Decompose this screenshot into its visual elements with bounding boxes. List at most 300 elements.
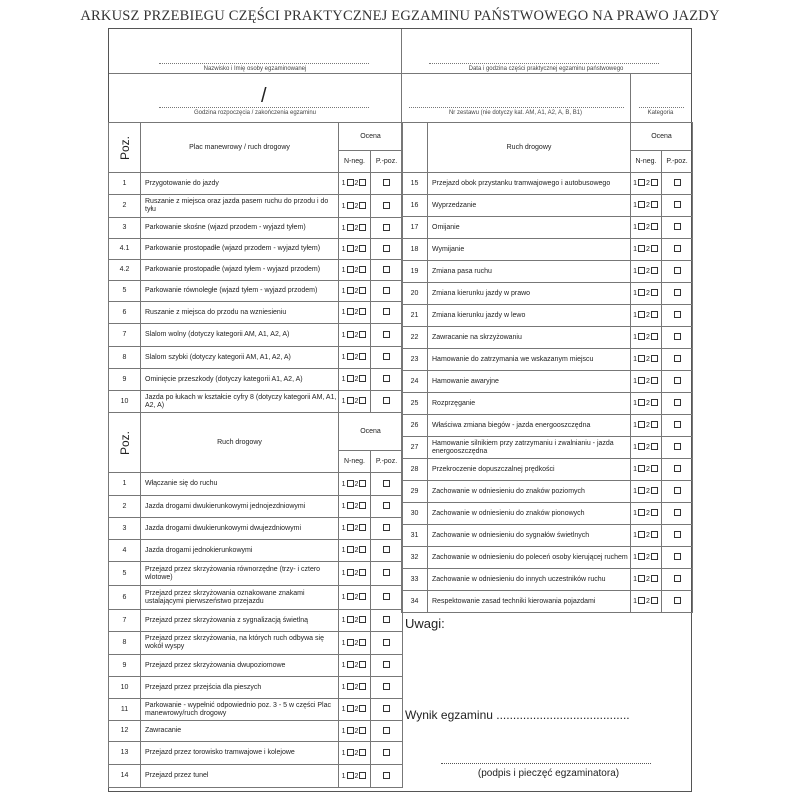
p-poz-checkbox[interactable] — [383, 308, 390, 315]
p-poz-checkbox[interactable] — [674, 377, 681, 384]
checkbox-1[interactable] — [347, 202, 354, 209]
n-neg-2-label: 2 — [646, 290, 650, 297]
p-poz-checkbox-cell[interactable] — [662, 525, 693, 547]
p-poz-checkbox-cell[interactable] — [371, 699, 403, 721]
n-neg-checkboxes[interactable] — [339, 632, 371, 655]
checkbox-1[interactable] — [638, 443, 645, 450]
p-poz-checkbox-cell[interactable] — [662, 371, 693, 393]
p-poz-checkbox-cell[interactable] — [662, 459, 693, 481]
p-poz-checkbox[interactable] — [674, 179, 681, 186]
p-poz-checkbox[interactable] — [383, 397, 390, 404]
checkbox-2[interactable] — [651, 443, 658, 450]
p-poz-checkbox[interactable] — [383, 375, 390, 382]
checkbox-2[interactable] — [359, 397, 366, 404]
p-poz-checkbox-cell[interactable] — [371, 677, 403, 699]
poz-label: Poz. — [117, 430, 132, 455]
p-poz-checkbox[interactable] — [383, 179, 390, 186]
n-neg-checkboxes[interactable] — [631, 349, 662, 371]
checkbox-1[interactable] — [638, 179, 645, 186]
n-neg-checkboxes[interactable] — [339, 496, 371, 518]
checkbox-2[interactable] — [359, 749, 366, 756]
p-poz-checkbox[interactable] — [383, 353, 390, 360]
exam-result[interactable]: Wynik egzaminu ........................................ — [405, 708, 630, 722]
date-field[interactable] — [429, 63, 659, 64]
row-number: 7 — [109, 610, 141, 632]
table-row — [109, 586, 403, 610]
p-poz-checkbox-cell[interactable] — [371, 473, 403, 496]
checkbox-2[interactable] — [359, 593, 366, 600]
checkbox-1[interactable] — [347, 593, 354, 600]
p-poz-header: P.-poz. — [371, 151, 403, 173]
p-poz-checkbox-cell[interactable] — [371, 562, 403, 586]
n-neg-checkboxes[interactable] — [339, 281, 371, 302]
row-number: 32 — [402, 547, 428, 569]
n-neg-2-label: 2 — [646, 356, 650, 363]
p-poz-checkbox-cell[interactable] — [662, 327, 693, 349]
n-neg-2-label: 2 — [646, 598, 650, 605]
checkbox-1[interactable] — [638, 531, 645, 538]
checkbox-1[interactable] — [638, 355, 645, 362]
name-field[interactable] — [159, 63, 369, 64]
p-poz-checkbox[interactable] — [383, 266, 390, 273]
n-neg-checkboxes[interactable] — [339, 562, 371, 586]
checkbox-2[interactable] — [651, 509, 658, 516]
checkbox-2[interactable] — [651, 201, 658, 208]
checkbox-2[interactable] — [359, 661, 366, 668]
p-poz-checkbox[interactable] — [383, 502, 390, 509]
checkbox-2[interactable] — [359, 524, 366, 531]
checkbox-1[interactable] — [638, 553, 645, 560]
checkbox-2[interactable] — [651, 553, 658, 560]
n-neg-checkboxes[interactable] — [631, 415, 662, 437]
n-neg-2-label: 2 — [354, 224, 359, 232]
checkbox-1[interactable] — [638, 487, 645, 494]
p-poz-checkbox-cell[interactable] — [371, 610, 403, 632]
checkbox-1[interactable] — [638, 333, 645, 340]
n-neg-checkboxes[interactable] — [339, 518, 371, 540]
table-row — [109, 218, 403, 239]
checkbox-1[interactable] — [347, 245, 354, 252]
checkbox-1[interactable] — [347, 224, 354, 231]
p-poz-checkbox[interactable] — [674, 201, 681, 208]
checkbox-1[interactable] — [347, 705, 354, 712]
row-number: 5 — [109, 281, 141, 302]
n-neg-checkboxes[interactable] — [339, 540, 371, 562]
p-poz-checkbox-cell[interactable] — [371, 239, 403, 260]
checkbox-1[interactable] — [638, 267, 645, 274]
p-poz-checkbox[interactable] — [383, 727, 390, 734]
p-poz-checkbox-cell[interactable] — [371, 195, 403, 218]
p-poz-checkbox-cell[interactable] — [662, 239, 693, 261]
checkbox-2[interactable] — [359, 705, 366, 712]
p-poz-checkbox-cell[interactable] — [662, 283, 693, 305]
p-poz-checkbox[interactable] — [383, 593, 390, 600]
row-label: Przejazd przez skrzyżowania dwupoziomowe — [141, 655, 339, 677]
row-number: 16 — [402, 195, 428, 217]
n-neg-checkboxes[interactable] — [631, 173, 662, 195]
checkbox-2[interactable] — [359, 353, 366, 360]
p-poz-checkbox[interactable] — [383, 639, 390, 646]
n-neg-checkboxes[interactable] — [339, 655, 371, 677]
checkbox-1[interactable] — [347, 331, 354, 338]
p-poz-checkbox[interactable] — [383, 480, 390, 487]
checkbox-2[interactable] — [359, 569, 366, 576]
p-poz-checkbox[interactable] — [383, 616, 390, 623]
checkbox-2[interactable] — [651, 487, 658, 494]
p-poz-checkbox-cell[interactable] — [371, 173, 403, 195]
p-poz-checkbox[interactable] — [383, 331, 390, 338]
p-poz-checkbox-cell[interactable] — [371, 324, 403, 347]
checkbox-1[interactable] — [638, 201, 645, 208]
checkbox-1[interactable] — [638, 223, 645, 230]
p-poz-checkbox[interactable] — [674, 531, 681, 538]
checkbox-1[interactable] — [347, 308, 354, 315]
row-label: Przejazd przez tunel — [141, 765, 339, 788]
checkbox-2[interactable] — [359, 308, 366, 315]
p-poz-checkbox[interactable] — [674, 597, 681, 604]
n-neg-checkboxes[interactable] — [339, 302, 371, 324]
p-poz-checkbox-cell[interactable] — [371, 655, 403, 677]
n-neg-checkboxes[interactable] — [339, 218, 371, 239]
n-neg-2-label: 2 — [646, 246, 650, 253]
p-poz-checkbox-cell[interactable] — [662, 415, 693, 437]
checkbox-1[interactable] — [347, 266, 354, 273]
checkbox-1[interactable] — [347, 179, 354, 186]
checkbox-1[interactable] — [638, 245, 645, 252]
p-poz-checkbox-cell[interactable] — [371, 260, 403, 281]
checkbox-1[interactable] — [638, 311, 645, 318]
n-neg-checkboxes[interactable] — [631, 569, 662, 591]
p-poz-checkbox-cell[interactable] — [662, 503, 693, 525]
n-neg-2-label: 2 — [646, 554, 650, 561]
checkbox-1[interactable] — [638, 597, 645, 604]
n-neg-checkboxes[interactable] — [631, 503, 662, 525]
table-row — [402, 393, 693, 415]
row-label: Zachowanie w odniesieniu do innych uczestników ruchu — [428, 569, 631, 591]
p-poz-checkbox[interactable] — [674, 223, 681, 230]
checkbox-2[interactable] — [359, 266, 366, 273]
n-neg-2-label: 2 — [354, 525, 359, 532]
checkbox-2[interactable] — [651, 465, 658, 472]
p-poz-checkbox[interactable] — [674, 553, 681, 560]
p-poz-checkbox[interactable] — [383, 569, 390, 576]
signature-line[interactable] — [441, 763, 651, 764]
n-neg-checkboxes[interactable] — [631, 371, 662, 393]
checkbox-1[interactable] — [638, 421, 645, 428]
n-neg-checkboxes[interactable] — [339, 473, 371, 496]
row-label: Jazda drogami dwukierunkowymi jednojezdniowymi — [141, 496, 339, 518]
checkbox-2[interactable] — [359, 502, 366, 509]
row-number: 10 — [109, 391, 141, 413]
n-neg-checkboxes[interactable] — [339, 324, 371, 347]
table-row — [402, 305, 693, 327]
row-number: 30 — [402, 503, 428, 525]
section-title: Ruch drogowy — [428, 123, 631, 173]
n-neg-checkboxes[interactable] — [339, 610, 371, 632]
p-poz-checkbox-cell[interactable] — [371, 302, 403, 324]
p-poz-checkbox-cell[interactable] — [662, 349, 693, 371]
row-label: Zmiana kierunku jazdy w prawo — [428, 283, 631, 305]
p-poz-checkbox-cell[interactable] — [371, 632, 403, 655]
checkbox-1[interactable] — [347, 639, 354, 646]
checkbox-1[interactable] — [347, 661, 354, 668]
p-poz-checkbox[interactable] — [674, 267, 681, 274]
p-poz-checkbox[interactable] — [383, 546, 390, 553]
n-neg-checkboxes[interactable] — [339, 369, 371, 391]
checkbox-2[interactable] — [651, 355, 658, 362]
p-poz-checkbox-cell[interactable] — [662, 481, 693, 503]
p-poz-checkbox-cell[interactable] — [371, 742, 403, 765]
checkbox-2[interactable] — [359, 375, 366, 382]
n-neg-checkboxes[interactable] — [339, 173, 371, 195]
p-poz-checkbox-cell[interactable] — [662, 393, 693, 415]
n-neg-checkboxes[interactable] — [339, 195, 371, 218]
table-row — [109, 610, 403, 632]
p-poz-checkbox[interactable] — [383, 772, 390, 779]
n-neg-checkboxes[interactable] — [631, 239, 662, 261]
checkbox-2[interactable] — [651, 399, 658, 406]
category-field[interactable] — [639, 107, 684, 108]
p-poz-checkbox[interactable] — [674, 575, 681, 582]
p-poz-checkbox[interactable] — [674, 245, 681, 252]
checkbox-2[interactable] — [359, 245, 366, 252]
table-row — [402, 217, 693, 239]
exam-sheet — [108, 28, 692, 792]
n-neg-checkboxes[interactable] — [631, 459, 662, 481]
checkbox-1[interactable] — [638, 465, 645, 472]
remarks-label: Uwagi: — [405, 616, 445, 631]
checkbox-2[interactable] — [359, 224, 366, 231]
table-row — [109, 302, 403, 324]
p-poz-checkbox[interactable] — [383, 749, 390, 756]
n-neg-checkboxes[interactable] — [339, 239, 371, 260]
p-poz-checkbox-cell[interactable] — [371, 218, 403, 239]
checkbox-1[interactable] — [638, 289, 645, 296]
checkbox-2[interactable] — [359, 639, 366, 646]
n-neg-2-label: 2 — [646, 576, 650, 583]
p-poz-checkbox-cell[interactable] — [662, 569, 693, 591]
row-label: Przejazd przez skrzyżowania równorzędne (trzy- i cztero wlotowe) — [141, 562, 339, 586]
n-neg-checkboxes[interactable] — [339, 347, 371, 369]
n-neg-checkboxes[interactable] — [339, 699, 371, 721]
p-poz-checkbox-cell[interactable] — [371, 721, 403, 742]
checkbox-1[interactable] — [638, 509, 645, 516]
row-label: Respektowanie zasad techniki kierowania pojazdami — [428, 591, 631, 613]
checkbox-2[interactable] — [651, 377, 658, 384]
n-neg-checkboxes[interactable] — [339, 742, 371, 765]
checkbox-2[interactable] — [651, 531, 658, 538]
p-poz-checkbox[interactable] — [674, 487, 681, 494]
checkbox-1[interactable] — [347, 524, 354, 531]
row-label: Parkowanie skośne (wjazd przodem - wyjazd tyłem) — [141, 218, 339, 239]
p-poz-checkbox-cell[interactable] — [371, 540, 403, 562]
p-poz-checkbox[interactable] — [383, 683, 390, 690]
checkbox-1[interactable] — [347, 616, 354, 623]
checkbox-1[interactable] — [347, 772, 354, 779]
n-neg-checkboxes[interactable] — [631, 217, 662, 239]
p-poz-checkbox[interactable] — [674, 509, 681, 516]
p-poz-checkbox[interactable] — [674, 443, 681, 450]
p-poz-checkbox-cell[interactable] — [662, 305, 693, 327]
ocena-header: Ocena — [339, 413, 403, 451]
checkbox-1[interactable] — [638, 399, 645, 406]
category-caption: Kategoria — [647, 110, 674, 116]
n-neg-1-label: 1 — [341, 376, 346, 383]
p-poz-checkbox-cell[interactable] — [371, 765, 403, 788]
set-field[interactable] — [409, 107, 624, 108]
checkbox-1[interactable] — [347, 375, 354, 382]
n-neg-2-label: 2 — [354, 570, 359, 577]
n-neg-checkboxes[interactable] — [631, 525, 662, 547]
n-neg-checkboxes[interactable] — [339, 765, 371, 788]
n-neg-1-label: 1 — [341, 639, 346, 647]
checkbox-1[interactable] — [347, 480, 354, 487]
checkbox-2[interactable] — [651, 333, 658, 340]
checkbox-2[interactable] — [651, 289, 658, 296]
n-neg-1-label: 1 — [633, 312, 637, 319]
time-field[interactable] — [159, 107, 369, 108]
n-neg-2-label: 2 — [354, 287, 359, 295]
p-poz-checkbox[interactable] — [383, 202, 390, 209]
checkbox-2[interactable] — [359, 772, 366, 779]
checkbox-2[interactable] — [651, 245, 658, 252]
n-neg-checkboxes[interactable] — [631, 305, 662, 327]
p-poz-checkbox-cell[interactable] — [371, 391, 403, 413]
table-row — [109, 391, 403, 413]
checkbox-1[interactable] — [347, 727, 354, 734]
table-row — [402, 569, 693, 591]
n-neg-2-label: 2 — [646, 400, 650, 407]
row-label: Przejazd przez skrzyżowania z sygnalizacją świetlną — [141, 610, 339, 632]
checkbox-2[interactable] — [651, 223, 658, 230]
table-row — [109, 324, 403, 347]
p-poz-checkbox-cell[interactable] — [371, 586, 403, 610]
n-neg-checkboxes[interactable] — [631, 437, 662, 459]
n-neg-checkboxes[interactable] — [339, 677, 371, 699]
checkbox-1[interactable] — [347, 569, 354, 576]
checkbox-2[interactable] — [359, 287, 366, 294]
row-number: 9 — [109, 655, 141, 677]
checkbox-2[interactable] — [651, 575, 658, 582]
p-poz-checkbox[interactable] — [383, 705, 390, 712]
checkbox-1[interactable] — [347, 683, 354, 690]
header-divider — [401, 29, 402, 123]
row-label: Omijanie — [428, 217, 631, 239]
table-row — [402, 525, 693, 547]
p-poz-checkbox[interactable] — [674, 465, 681, 472]
checkbox-2[interactable] — [651, 267, 658, 274]
checkbox-2[interactable] — [359, 202, 366, 209]
checkbox-1[interactable] — [347, 502, 354, 509]
n-neg-checkboxes[interactable] — [631, 547, 662, 569]
checkbox-2[interactable] — [651, 597, 658, 604]
p-poz-checkbox[interactable] — [674, 399, 681, 406]
row-label: Hamowanie awaryjne — [428, 371, 631, 393]
row-number: 4.1 — [109, 239, 141, 260]
p-poz-checkbox-cell[interactable] — [662, 547, 693, 569]
p-poz-checkbox-cell[interactable] — [371, 518, 403, 540]
row-number: 6 — [109, 302, 141, 324]
p-poz-checkbox[interactable] — [674, 355, 681, 362]
n-neg-checkboxes[interactable] — [631, 327, 662, 349]
row-number: 9 — [109, 369, 141, 391]
p-poz-checkbox[interactable] — [383, 661, 390, 668]
table-row — [109, 721, 403, 742]
p-poz-checkbox-cell[interactable] — [371, 496, 403, 518]
p-poz-checkbox-cell[interactable] — [662, 261, 693, 283]
p-poz-checkbox-cell[interactable] — [662, 195, 693, 217]
p-poz-checkbox[interactable] — [674, 333, 681, 340]
row-label: Wymijanie — [428, 239, 631, 261]
table-row — [109, 655, 403, 677]
n-neg-checkboxes[interactable] — [631, 195, 662, 217]
row-number: 3 — [109, 218, 141, 239]
p-poz-checkbox-cell[interactable] — [662, 217, 693, 239]
n-neg-2-label: 2 — [646, 334, 650, 341]
p-poz-checkbox-cell[interactable] — [662, 173, 693, 195]
p-poz-checkbox[interactable] — [383, 524, 390, 531]
p-poz-checkbox[interactable] — [383, 224, 390, 231]
checkbox-2[interactable] — [359, 179, 366, 186]
row-label: Zachowanie w odniesieniu do znaków pionowych — [428, 503, 631, 525]
n-neg-checkboxes[interactable] — [339, 721, 371, 742]
checkbox-2[interactable] — [359, 683, 366, 690]
checkbox-2[interactable] — [359, 331, 366, 338]
checkbox-2[interactable] — [651, 311, 658, 318]
p-poz-checkbox[interactable] — [674, 421, 681, 428]
checkbox-1[interactable] — [347, 749, 354, 756]
n-neg-checkboxes[interactable] — [631, 393, 662, 415]
n-neg-checkboxes[interactable] — [631, 261, 662, 283]
p-poz-checkbox-cell[interactable] — [662, 591, 693, 613]
n-neg-checkboxes[interactable] — [339, 391, 371, 413]
checkbox-2[interactable] — [359, 616, 366, 623]
row-number: 13 — [109, 742, 141, 765]
p-poz-checkbox[interactable] — [383, 287, 390, 294]
checkbox-1[interactable] — [638, 575, 645, 582]
p-poz-checkbox-cell[interactable] — [371, 281, 403, 302]
checkbox-1[interactable] — [347, 353, 354, 360]
p-poz-checkbox-cell[interactable] — [371, 347, 403, 369]
p-poz-checkbox-cell[interactable] — [662, 437, 693, 459]
row-number: 18 — [402, 239, 428, 261]
checkbox-2[interactable] — [359, 480, 366, 487]
n-neg-checkboxes[interactable] — [631, 481, 662, 503]
checkbox-1[interactable] — [347, 546, 354, 553]
n-neg-2-label: 2 — [354, 180, 359, 187]
table-row — [109, 473, 403, 496]
table-row — [402, 459, 693, 481]
checkbox-2[interactable] — [651, 179, 658, 186]
checkbox-1[interactable] — [347, 397, 354, 404]
checkbox-1[interactable] — [347, 287, 354, 294]
p-poz-checkbox-cell[interactable] — [371, 369, 403, 391]
p-poz-checkbox[interactable] — [674, 289, 681, 296]
checkbox-1[interactable] — [638, 377, 645, 384]
p-poz-header: P.-poz. — [662, 151, 693, 173]
n-neg-checkboxes[interactable] — [631, 591, 662, 613]
n-neg-2-label: 2 — [354, 684, 359, 691]
n-neg-checkboxes[interactable] — [339, 260, 371, 281]
checkbox-2[interactable] — [359, 727, 366, 734]
p-poz-checkbox[interactable] — [674, 311, 681, 318]
checkbox-2[interactable] — [651, 421, 658, 428]
table-row — [402, 195, 693, 217]
n-neg-checkboxes[interactable] — [631, 283, 662, 305]
p-poz-checkbox[interactable] — [383, 245, 390, 252]
checkbox-2[interactable] — [359, 546, 366, 553]
n-neg-checkboxes[interactable] — [339, 586, 371, 610]
